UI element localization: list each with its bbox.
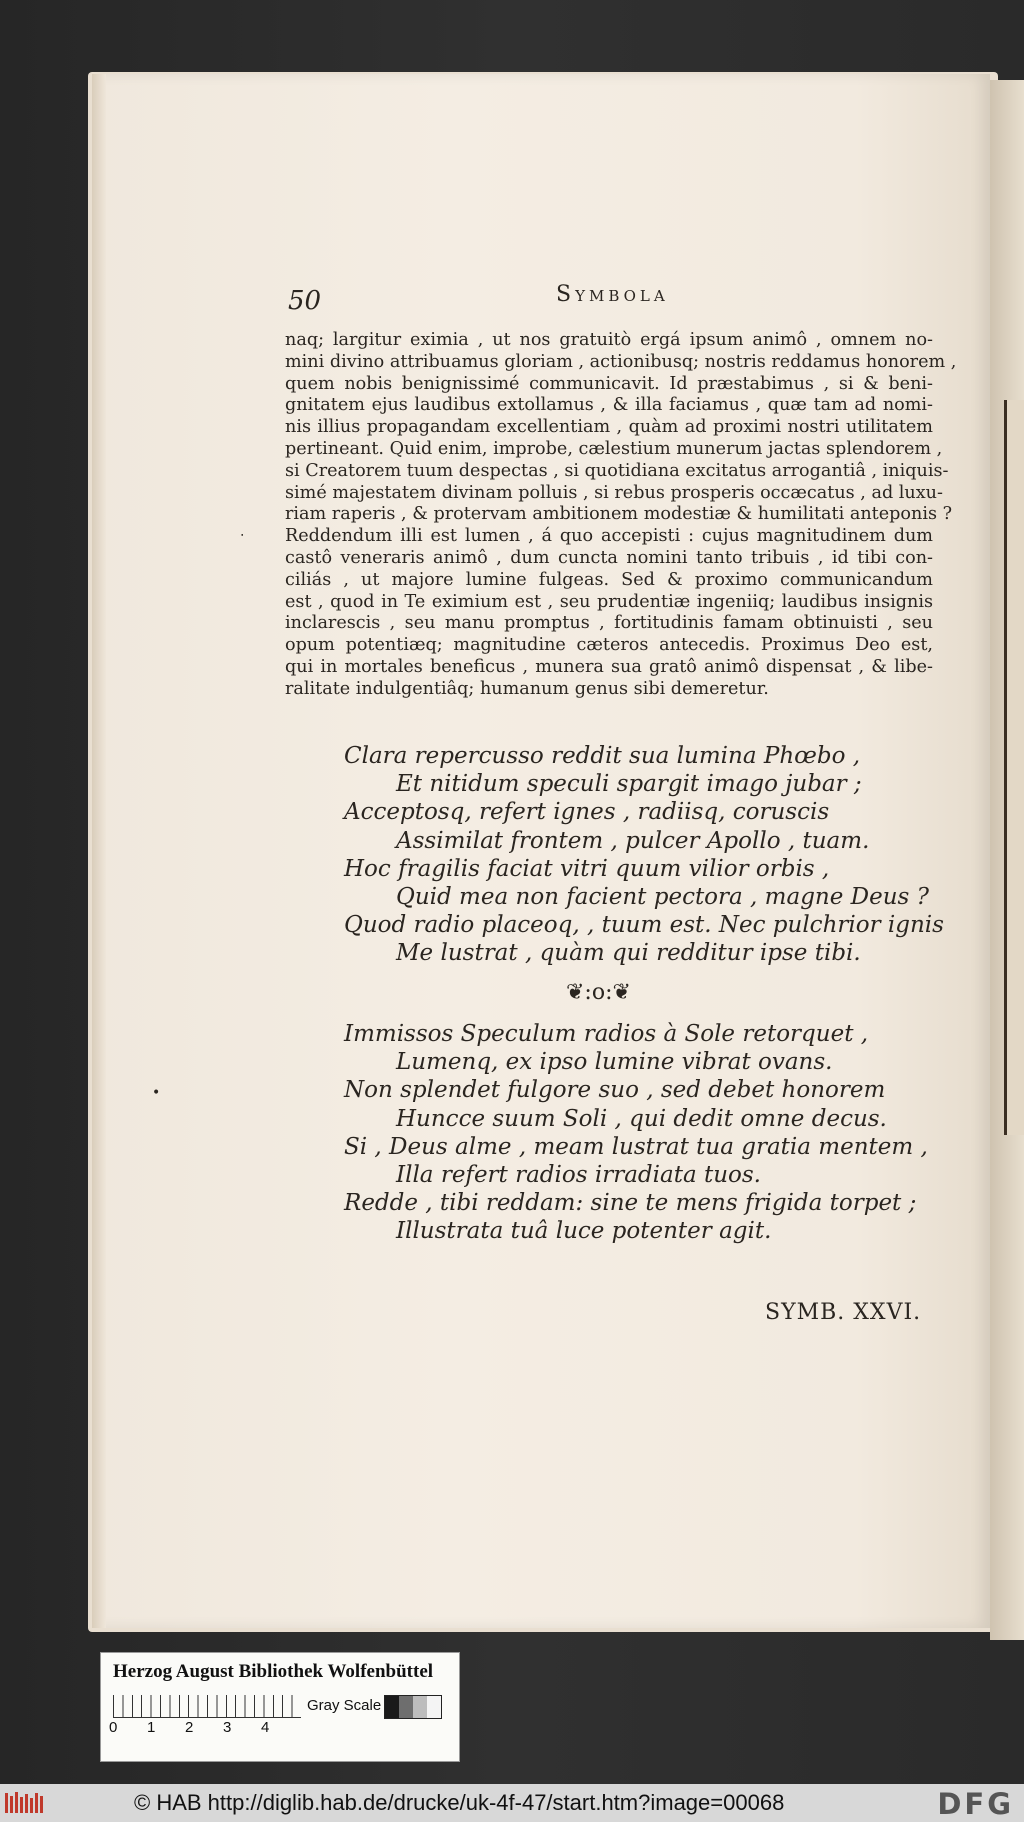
verse-line: Huncce suum Soli , qui dedit omne decus. — [396, 1105, 887, 1132]
ruler-numbers — [109, 1719, 309, 1741]
prose-line: si Creatorem tuum despectas , si quotidiana excitatus arrogantiâ , iniquis- — [285, 460, 949, 481]
prose-line: castô veneraris animô , dum cuncta nomini tanto tribuis , id tibi con- — [285, 547, 933, 568]
verse-line: Immissos Speculum radios à Sole retorquet , — [344, 1021, 869, 1047]
verse-line: Quid mea non facient pectora , magne Deus ? — [396, 884, 929, 911]
verse-line: Redde , tibi reddam: sine te mens frigida torpet ; — [344, 1190, 917, 1217]
verse-line: Quod radio placeoq, , tuum est. Nec pulchrior ignis — [344, 912, 944, 939]
ruler-number: 1 — [147, 1719, 156, 1736]
verse-line: Illa refert radios irradiata tuos. — [396, 1162, 761, 1189]
gray-scale-label: Gray Scale — [307, 1697, 382, 1714]
facing-page-plate — [1004, 400, 1024, 1135]
verse-line: Si , Deus alme , meam lustrat tua gratia mentem , — [344, 1133, 928, 1160]
prose-line: nis illius propagandam excellentiam , quàm ad proximi nostri utilitatem — [285, 417, 933, 438]
verse-block-2 — [344, 1020, 928, 1246]
prose-line: inclarescis , seu manu promptus , fortitudinis famam obtinuisti , seu — [285, 613, 933, 634]
prose-line: simé majestatem divinam polluis , si rebus prosperis occæcatus , ad luxu- — [285, 482, 943, 503]
verse-line: Clara repercusso reddit sua lumina Phœbo , — [344, 743, 861, 769]
prose-line: qui in mortales beneficus , munera sua gratô animô dispensat , & libe- — [285, 656, 933, 677]
prose-line: naq; largitur eximia , ut nos gratuitò ergá ipsum animô , omnem no- — [285, 330, 933, 350]
prose-line: ciliás , ut majore lumine fulgeas. Sed & proximo communicandum — [285, 569, 933, 590]
catchword: SYMB. XXVI. — [765, 1300, 922, 1325]
margin-dot: • — [152, 1085, 161, 1101]
prose-line: est , quod in Te eximium est , seu prudentiæ ingeniiq; laudibus insignis — [285, 591, 933, 612]
prose-line: mini divino attribuamus gloriam , actionibusq; nostris reddamus honorem , — [285, 351, 957, 372]
footer-url[interactable]: © HAB http://diglib.hab.de/drucke/uk-4f-47/start.htm?image=00068 — [134, 1790, 785, 1815]
ruler-number: 0 — [109, 1719, 118, 1736]
gray-patch — [385, 1696, 399, 1718]
verse-line: Me lustrat , quàm qui redditur ipse tibi. — [396, 940, 861, 967]
page-edge — [92, 74, 106, 1628]
dfg-logo: DFG — [937, 1787, 1014, 1821]
ruler-number: 2 — [185, 1719, 194, 1736]
color-reference-card — [100, 1652, 460, 1762]
gray-scale-swatch — [384, 1695, 442, 1719]
verse-line: Acceptosq, refert ignes , radiisq, coruscis — [344, 799, 830, 826]
verse-line: Et nitidum speculi spargit imago jubar ; — [396, 771, 862, 798]
running-head: Symbola — [556, 282, 669, 307]
verse-line: Non splendet fulgore suo , sed debet honorem — [344, 1077, 886, 1104]
margin-mark: ‧ — [240, 528, 245, 544]
prose-line: Reddendum illi est lumen , á quo accepisti : cujus magnitudinem dum — [285, 526, 933, 547]
prose-line: opum potentiæq; magnitudine cæteros antecedis. Proximus Deo est, — [285, 635, 933, 656]
footer-bar — [0, 1784, 1024, 1822]
ruler-number: 3 — [223, 1719, 232, 1736]
verse-line: Assimilat frontem , pulcer Apollo , tuam. — [396, 827, 870, 854]
ornament: ❦:o:❦ — [566, 980, 631, 1005]
prose-line: riam raperis , & protervam ambitionem modestiæ & humilitati anteponis ? — [285, 504, 953, 525]
gray-patch — [413, 1696, 427, 1718]
prose-line: pertineant. Quid enim, improbe, cælestium munerum jactas splendorem , — [285, 438, 943, 459]
page-number: 50 — [288, 286, 322, 316]
ruler-number: 4 — [261, 1719, 270, 1736]
hab-logo-icon — [4, 1791, 46, 1815]
verse-line: Lumenq, ex ipso lumine vibrat ovans. — [396, 1049, 833, 1076]
prose-line: ralitate indulgentiâq; humanum genus sibi demeretur. — [285, 678, 769, 699]
verse-line: Illustrata tuâ luce potenter agit. — [396, 1218, 772, 1245]
prose-block — [285, 330, 957, 701]
gray-patch — [427, 1696, 441, 1718]
gray-patch — [399, 1696, 413, 1718]
library-name: Herzog August Bibliothek Wolfenbüttel — [113, 1661, 434, 1682]
verse-line: Hoc fragilis faciat vitri quum vilior orbis , — [344, 855, 830, 882]
verse-block-1 — [344, 742, 944, 968]
prose-line: gnitatem ejus laudibus extollamus , & illa faciamus , quæ tam ad nomi- — [285, 395, 933, 416]
scale-ruler — [113, 1695, 301, 1718]
prose-line: quem nobis benignissimé communicavit. Id præstabimus , si & beni- — [285, 373, 933, 394]
